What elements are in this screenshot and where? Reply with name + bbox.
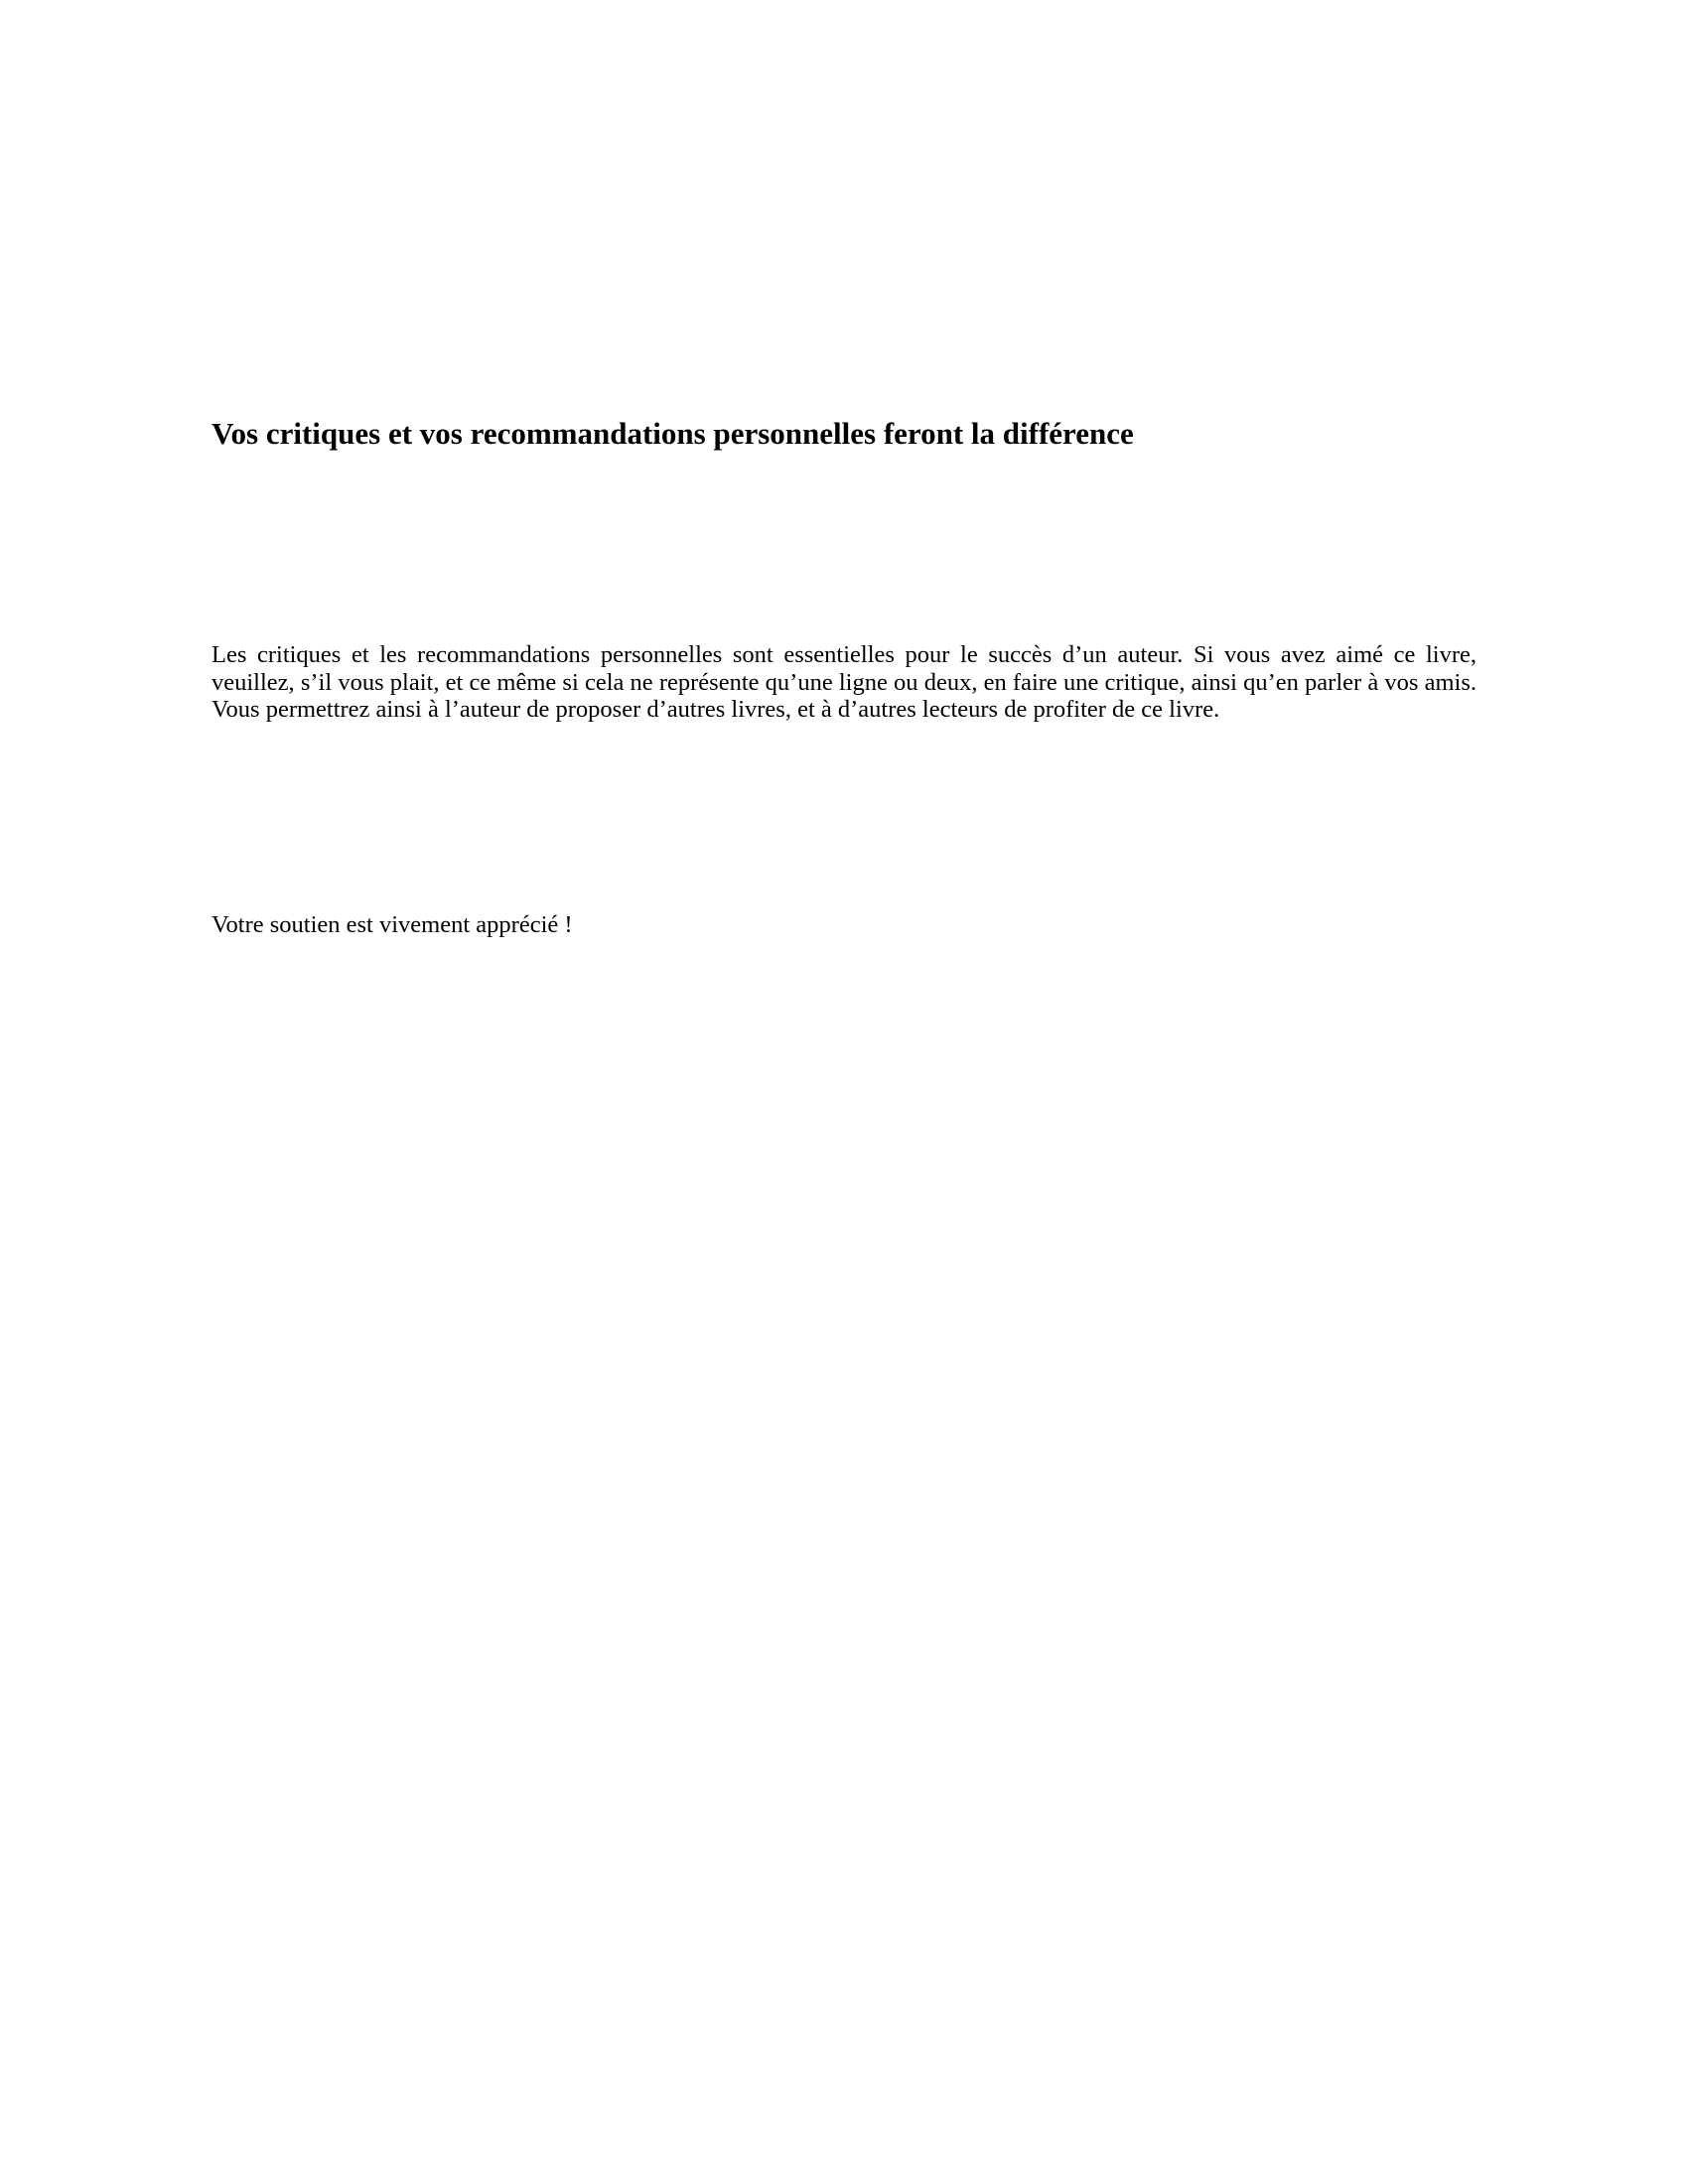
page-title: Vos critiques et vos recommandations personnelles feront la différence xyxy=(211,416,1134,451)
closing-line: Votre soutien est vivement apprécié ! xyxy=(211,911,573,938)
body-paragraph: Les critiques et les recommandations personnelles sont essentielles pour le succès d’un auteur. Si vous avez aimé ce livre, veuillez, s’il vous plait, et ce même si cela ne représente qu’une ligne ou deux, en faire une critique, ainsi qu’en parler à vos amis. Vous permettrez ainsi à l’auteur de proposer d’autres livres, et à d’autres lecteurs de profiter de ce livre. xyxy=(211,641,1477,723)
